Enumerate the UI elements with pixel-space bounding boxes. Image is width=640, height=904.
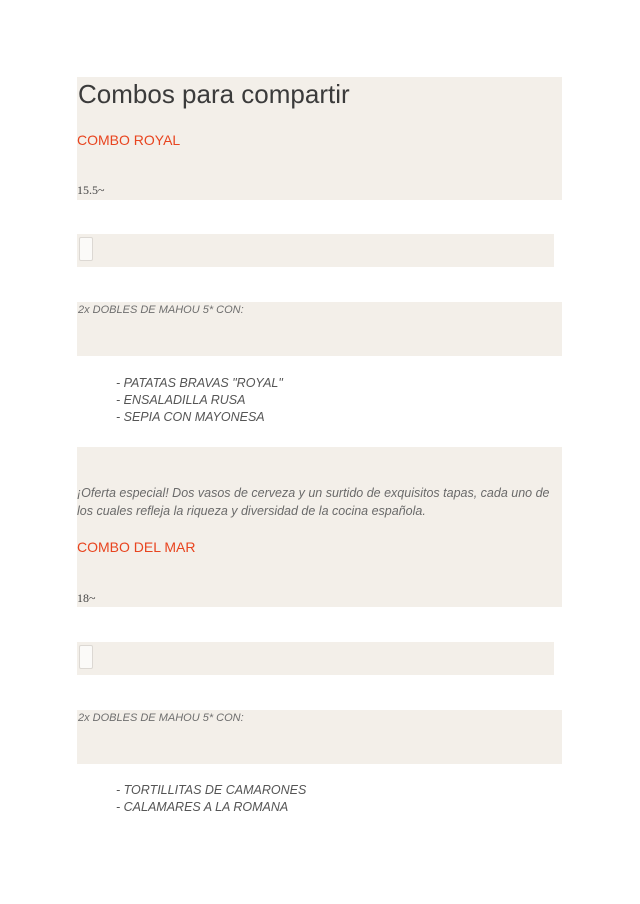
- combo-royal-items: [116, 375, 283, 426]
- option-band-2: [77, 642, 554, 675]
- combo-del-mar-intro: 2x DOBLES DE MAHOU 5* CON:: [78, 712, 244, 724]
- page-title: Combos para compartir: [78, 79, 350, 109]
- list-item: - ENSALADILLA RUSA: [116, 393, 246, 407]
- combo-del-mar-price: 18~: [77, 591, 96, 605]
- list-item: - CALAMARES A LA ROMANA: [116, 800, 289, 814]
- list-item: - SEPIA CON MAYONESA: [116, 410, 265, 424]
- combo-royal-name: COMBO ROYAL: [77, 132, 181, 148]
- option-band-1: [77, 234, 554, 267]
- combo-del-mar-name: COMBO DEL MAR: [77, 539, 196, 555]
- list-item: - TORTILLITAS DE CAMARONES: [116, 783, 307, 797]
- combo-royal-price: 15.5~: [77, 183, 105, 197]
- combo-royal-description: ¡Oferta especial! Dos vasos de cerveza y un surtido de exquisitos tapas, cada uno de los cuales refleja la riqueza y diversidad de la cocina española.: [77, 486, 550, 518]
- description-band: [77, 447, 562, 607]
- combo-royal-intro: 2x DOBLES DE MAHOU 5* CON:: [78, 304, 244, 316]
- combo-del-mar-checkbox[interactable]: [79, 645, 93, 669]
- combo-royal-checkbox[interactable]: [79, 237, 93, 261]
- combo-del-mar-items: [116, 782, 306, 816]
- list-item: - PATATAS BRAVAS "ROYAL": [116, 376, 283, 390]
